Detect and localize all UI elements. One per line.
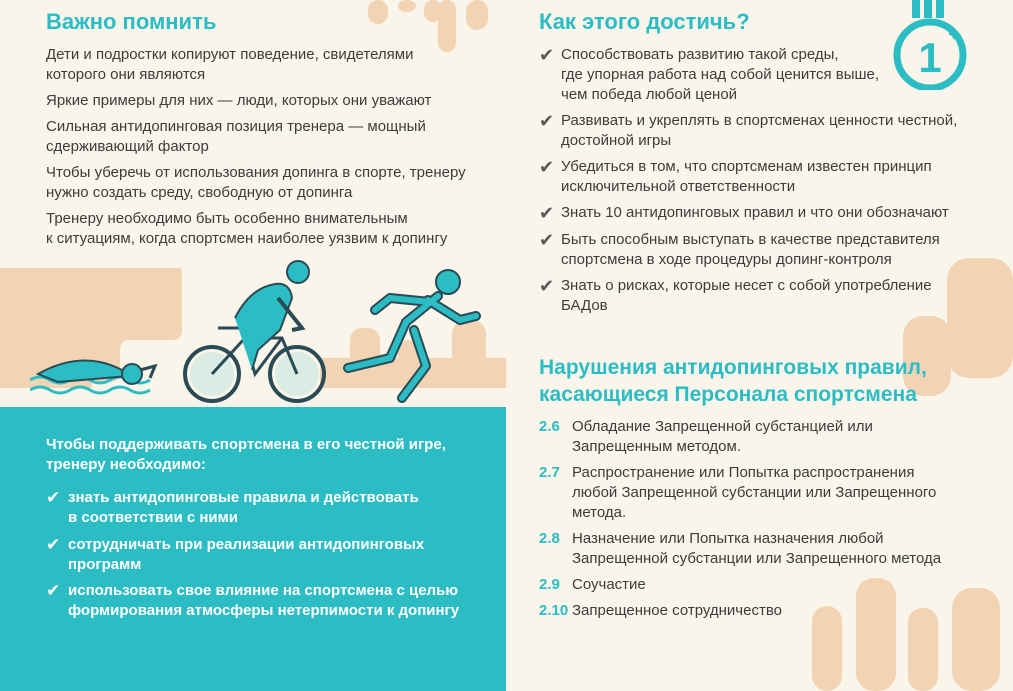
remember-item bbox=[46, 45, 414, 85]
medal-icon bbox=[890, 0, 970, 90]
decor-drips-top-middle bbox=[438, 0, 508, 60]
remember-item bbox=[46, 117, 426, 157]
text-line: Запрещенным методом. bbox=[572, 438, 741, 455]
achieve-title: Как этого достичь? bbox=[539, 9, 750, 34]
rule-text bbox=[572, 601, 782, 621]
check-icon: ✔ bbox=[46, 488, 61, 507]
check-icon: ✔ bbox=[539, 45, 555, 65]
remember-item bbox=[46, 209, 447, 249]
remember-item bbox=[46, 163, 466, 203]
text-line: Яркие примеры для них — люди, которых они уважают bbox=[46, 92, 432, 109]
achieve-item bbox=[561, 276, 932, 316]
text-line: где упорная работа над собой ценится выше, bbox=[561, 66, 880, 83]
remember-title: Важно помнить bbox=[46, 9, 217, 34]
rule-number: 2.6 bbox=[539, 418, 560, 435]
cyclist-icon bbox=[185, 261, 324, 401]
text-line: формирования атмосферы нетерпимости к допингу bbox=[68, 602, 460, 619]
rule-number: 2.8 bbox=[539, 530, 560, 547]
text-line: Запрещенной субстанции или Запрещенного метода bbox=[572, 550, 942, 567]
achieve-item bbox=[561, 230, 940, 270]
text-line: знать антидопинговые правила и действовать bbox=[68, 489, 419, 506]
check-icon: ✔ bbox=[539, 230, 555, 250]
text-line: к ситуациям, когда спортсмен наиболее уязвим к допингу bbox=[46, 230, 448, 247]
check-icon: ✔ bbox=[46, 535, 61, 554]
text-line: Обладание Запрещенной субстанцией или bbox=[572, 418, 873, 435]
rule-number: 2.7 bbox=[539, 464, 560, 481]
text-line: Развивать и укреплять в спортсменах ценности честной, bbox=[561, 112, 958, 129]
heading-line: Нарушения антидопинговых правил, bbox=[539, 356, 927, 379]
text-line: Дети и подростки копируют поведение, свидетелями bbox=[46, 46, 414, 63]
text-line: Назначение или Попытка назначения любой bbox=[572, 530, 884, 547]
text-line: нужно создать среду, свободную от допинга bbox=[46, 184, 353, 201]
check-icon: ✔ bbox=[539, 157, 555, 177]
text-line: Чтобы уберечь от использования допинга в спорте, тренеру bbox=[46, 164, 466, 181]
rule-text bbox=[572, 417, 873, 457]
achieve-item bbox=[561, 111, 957, 151]
text-line: которого они являются bbox=[46, 66, 206, 83]
text-line: Соучастие bbox=[572, 576, 646, 593]
check-icon: ✔ bbox=[539, 203, 555, 223]
text-line: достойной игры bbox=[561, 132, 672, 149]
text-line: сдерживающий фактор bbox=[46, 138, 209, 155]
text-line: использовать свое влияние на спортсмена с целью bbox=[68, 582, 459, 599]
check-icon: ✔ bbox=[46, 581, 61, 600]
rule-number: 2.10 bbox=[539, 602, 569, 619]
text-line: исключительной ответственности bbox=[561, 178, 796, 195]
coach-intro-text bbox=[46, 435, 446, 475]
text-line: тренеру необходимо: bbox=[46, 456, 206, 473]
coach-item bbox=[68, 488, 419, 528]
text-line: Способствовать развитию такой среды, bbox=[561, 46, 839, 63]
triathlon-illustration bbox=[30, 258, 500, 410]
rule-text bbox=[572, 463, 936, 523]
text-line: метода. bbox=[572, 504, 627, 521]
text-line: Знать о рисках, которые несет с собой употребление bbox=[561, 277, 932, 294]
text-line: спортсмена в ходе процедуры допинг-контроля bbox=[561, 251, 892, 268]
rule-text bbox=[572, 529, 941, 569]
coach-item bbox=[68, 535, 424, 575]
rule-text bbox=[572, 575, 646, 595]
text-line: в соответствии с ними bbox=[68, 509, 238, 526]
text-line: Чтобы поддерживать спортсмена в его честной игре, bbox=[46, 436, 446, 453]
text-line: БАДов bbox=[561, 297, 608, 314]
text-line: любой Запрещенной субстанции или Запрещенного bbox=[572, 484, 937, 501]
heading-line: касающиеся Персонала спортсмена bbox=[539, 383, 917, 406]
text-line: Быть способным выступать в качестве представителя bbox=[561, 231, 940, 248]
achieve-item bbox=[561, 203, 949, 223]
text-line: чем победа любой ценой bbox=[561, 86, 738, 103]
text-line: сотрудничать при реализации антидопинговых bbox=[68, 536, 425, 553]
text-line: Убедиться в том, что спортсменам известен принцип bbox=[561, 158, 932, 175]
decor-drips-bottom-right bbox=[812, 578, 1013, 691]
text-line: Тренеру необходимо быть особенно внимательным bbox=[46, 210, 408, 227]
achieve-item bbox=[561, 45, 879, 105]
medal-number: 1 bbox=[918, 34, 942, 81]
violations-heading bbox=[539, 354, 927, 408]
text-line: Сильная антидопинговая позиция тренера — мощный bbox=[46, 118, 426, 135]
check-icon: ✔ bbox=[539, 111, 555, 131]
remember-item bbox=[46, 91, 431, 111]
achieve-item bbox=[561, 157, 932, 197]
coach-item bbox=[68, 581, 459, 621]
text-line: Запрещенное сотрудничество bbox=[572, 602, 782, 619]
text-line: программ bbox=[68, 556, 142, 573]
check-icon: ✔ bbox=[539, 276, 555, 296]
runner-icon bbox=[348, 270, 476, 398]
text-line: Распространение или Попытка распространения bbox=[572, 464, 915, 481]
text-line: Знать 10 антидопинговых правил и что они обозначают bbox=[561, 204, 949, 221]
rule-number: 2.9 bbox=[539, 576, 560, 593]
swimmer-icon bbox=[38, 361, 155, 385]
